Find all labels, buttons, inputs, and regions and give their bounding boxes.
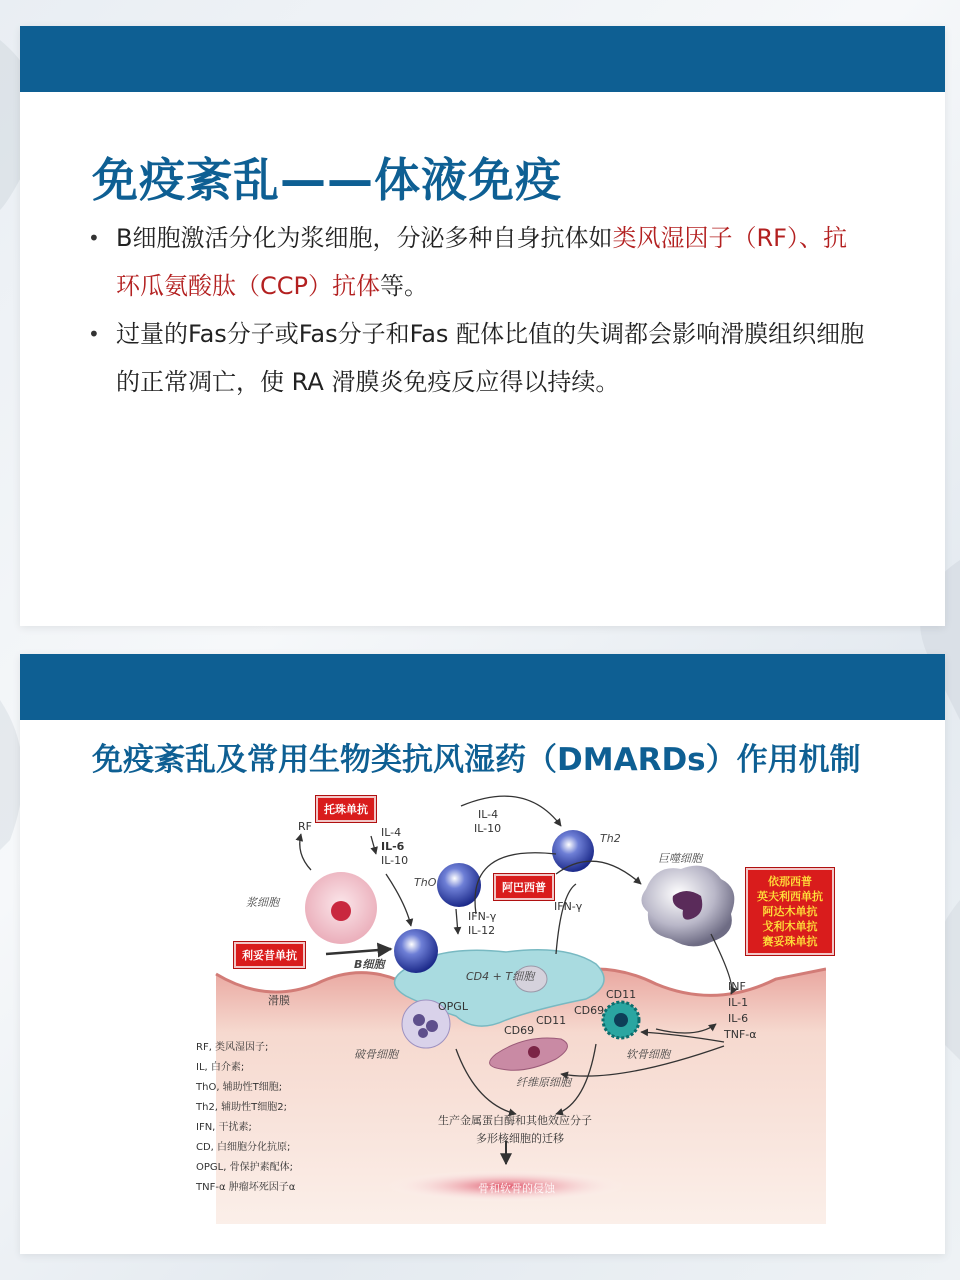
bullet-item — [88, 310, 868, 406]
mechanism-diagram — [176, 784, 826, 1224]
th2-cell — [552, 830, 594, 872]
drug-rituximab: 利妥昔单抗 — [234, 942, 305, 968]
drug-name: 英夫利西单抗 — [757, 890, 823, 903]
label-il4-top: IL-4 — [478, 808, 499, 821]
legend-item: TNF-α 肿瘤坏死因子α — [196, 1182, 296, 1193]
label-synovium: 滑膜 — [268, 994, 290, 1007]
label-il12: IL-12 — [468, 924, 496, 937]
highlight-text: 类风湿因子（RF）、抗环瓜氨酸肽（CCP）抗体 — [116, 224, 847, 300]
header-band — [20, 654, 945, 720]
label-cd69-b: CD69 — [504, 1024, 535, 1037]
label-erosion: 骨和软骨的侵蚀 — [478, 1182, 555, 1195]
drug-tnf-inhibitors — [746, 868, 834, 955]
slide-title: 免疫紊乱及常用生物类抗风湿药（DMARDs）作用机制 — [92, 742, 861, 778]
label-il10-top: IL-10 — [474, 822, 502, 835]
label-il6-b: IL-6 — [728, 1012, 749, 1025]
label-il6: IL-6 — [381, 840, 405, 853]
label-fibroblast: 纤维原细胞 — [516, 1076, 571, 1089]
label-opgl: OPGL — [438, 1000, 468, 1013]
label-tho: ThO — [414, 876, 437, 889]
label-effect-molecules: 生产金属蛋白酶和其他效应分子 — [438, 1114, 592, 1127]
legend-item: IFN, 干扰素; — [196, 1122, 252, 1133]
label-cd4-t-cell: CD4 + T细胞 — [466, 970, 535, 983]
label-b-cell: B细胞 — [354, 958, 385, 971]
legend-item: OPGL, 骨保护素配体; — [196, 1162, 293, 1173]
legend-item: Th2, 辅助性T细胞2; — [196, 1102, 288, 1113]
legend-item: ThO, 辅助性T细胞; — [196, 1082, 283, 1093]
drug-abatacept: 阿巴西普 — [494, 874, 554, 900]
label-th2: Th2 — [600, 832, 621, 845]
bullet-text-suffix: 等。 — [380, 272, 428, 300]
bullet-text: B细胞激活分化为浆细胞，分泌多种自身抗体如 — [116, 224, 613, 252]
slide-humoral-immunity — [20, 26, 945, 626]
label-ifng-1: IFN-γ — [468, 910, 497, 923]
drug-name: 阿达木单抗 — [762, 905, 818, 918]
label-il1: IL-1 — [728, 996, 749, 1009]
label-il4: IL-4 — [381, 826, 402, 839]
legend-item: RF, 类风湿因子; — [196, 1042, 269, 1053]
b-cell — [394, 929, 438, 973]
drug-name: 戈利木单抗 — [762, 920, 818, 933]
label-rf: RF — [298, 820, 312, 833]
label-cd11-b: CD11 — [536, 1014, 567, 1027]
label-ifng-2: IFN-γ — [554, 900, 583, 913]
label-plasma-cell: 浆细胞 — [246, 896, 279, 909]
label-cd69-a: CD69 — [574, 1004, 605, 1017]
label-cd11-a: CD11 — [606, 988, 637, 1001]
drug-name: 赛妥珠单抗 — [762, 935, 818, 948]
bullet-list — [88, 214, 868, 406]
header-band — [20, 26, 945, 92]
slide-dmards-mechanism — [20, 654, 945, 1254]
legend-item: CD, 白细胞分化抗原; — [196, 1142, 291, 1153]
abbreviation-legend — [196, 1038, 295, 1198]
bullet-dot-icon: • — [88, 322, 100, 346]
label-il10: IL-10 — [381, 854, 409, 867]
label-chondrocyte: 软骨细胞 — [626, 1048, 670, 1061]
slide-title: 免疫紊乱——体液免疫 — [92, 153, 562, 207]
label-osteoclast: 破骨细胞 — [354, 1048, 398, 1061]
bullet-item — [88, 214, 868, 310]
label-inf: INF — [728, 980, 746, 993]
label-macrophage: 巨噬细胞 — [658, 852, 702, 865]
label-tnfa: TNF-α — [724, 1028, 757, 1041]
drug-tocilizumab: 托珠单抗 — [316, 796, 376, 822]
legend-item: IL, 白介素; — [196, 1062, 245, 1073]
drug-name: 依那西普 — [768, 875, 812, 888]
bullet-dot-icon: • — [88, 226, 100, 250]
label-pmn-migration: 多形核细胞的迁移 — [476, 1132, 564, 1145]
bullet-text: 过量的Fas分子或Fas分子和Fas 配体比值的失调都会影响滑膜组织细胞的正常凋亡，使 RA 滑膜炎免疫反应得以持续。 — [116, 320, 865, 396]
